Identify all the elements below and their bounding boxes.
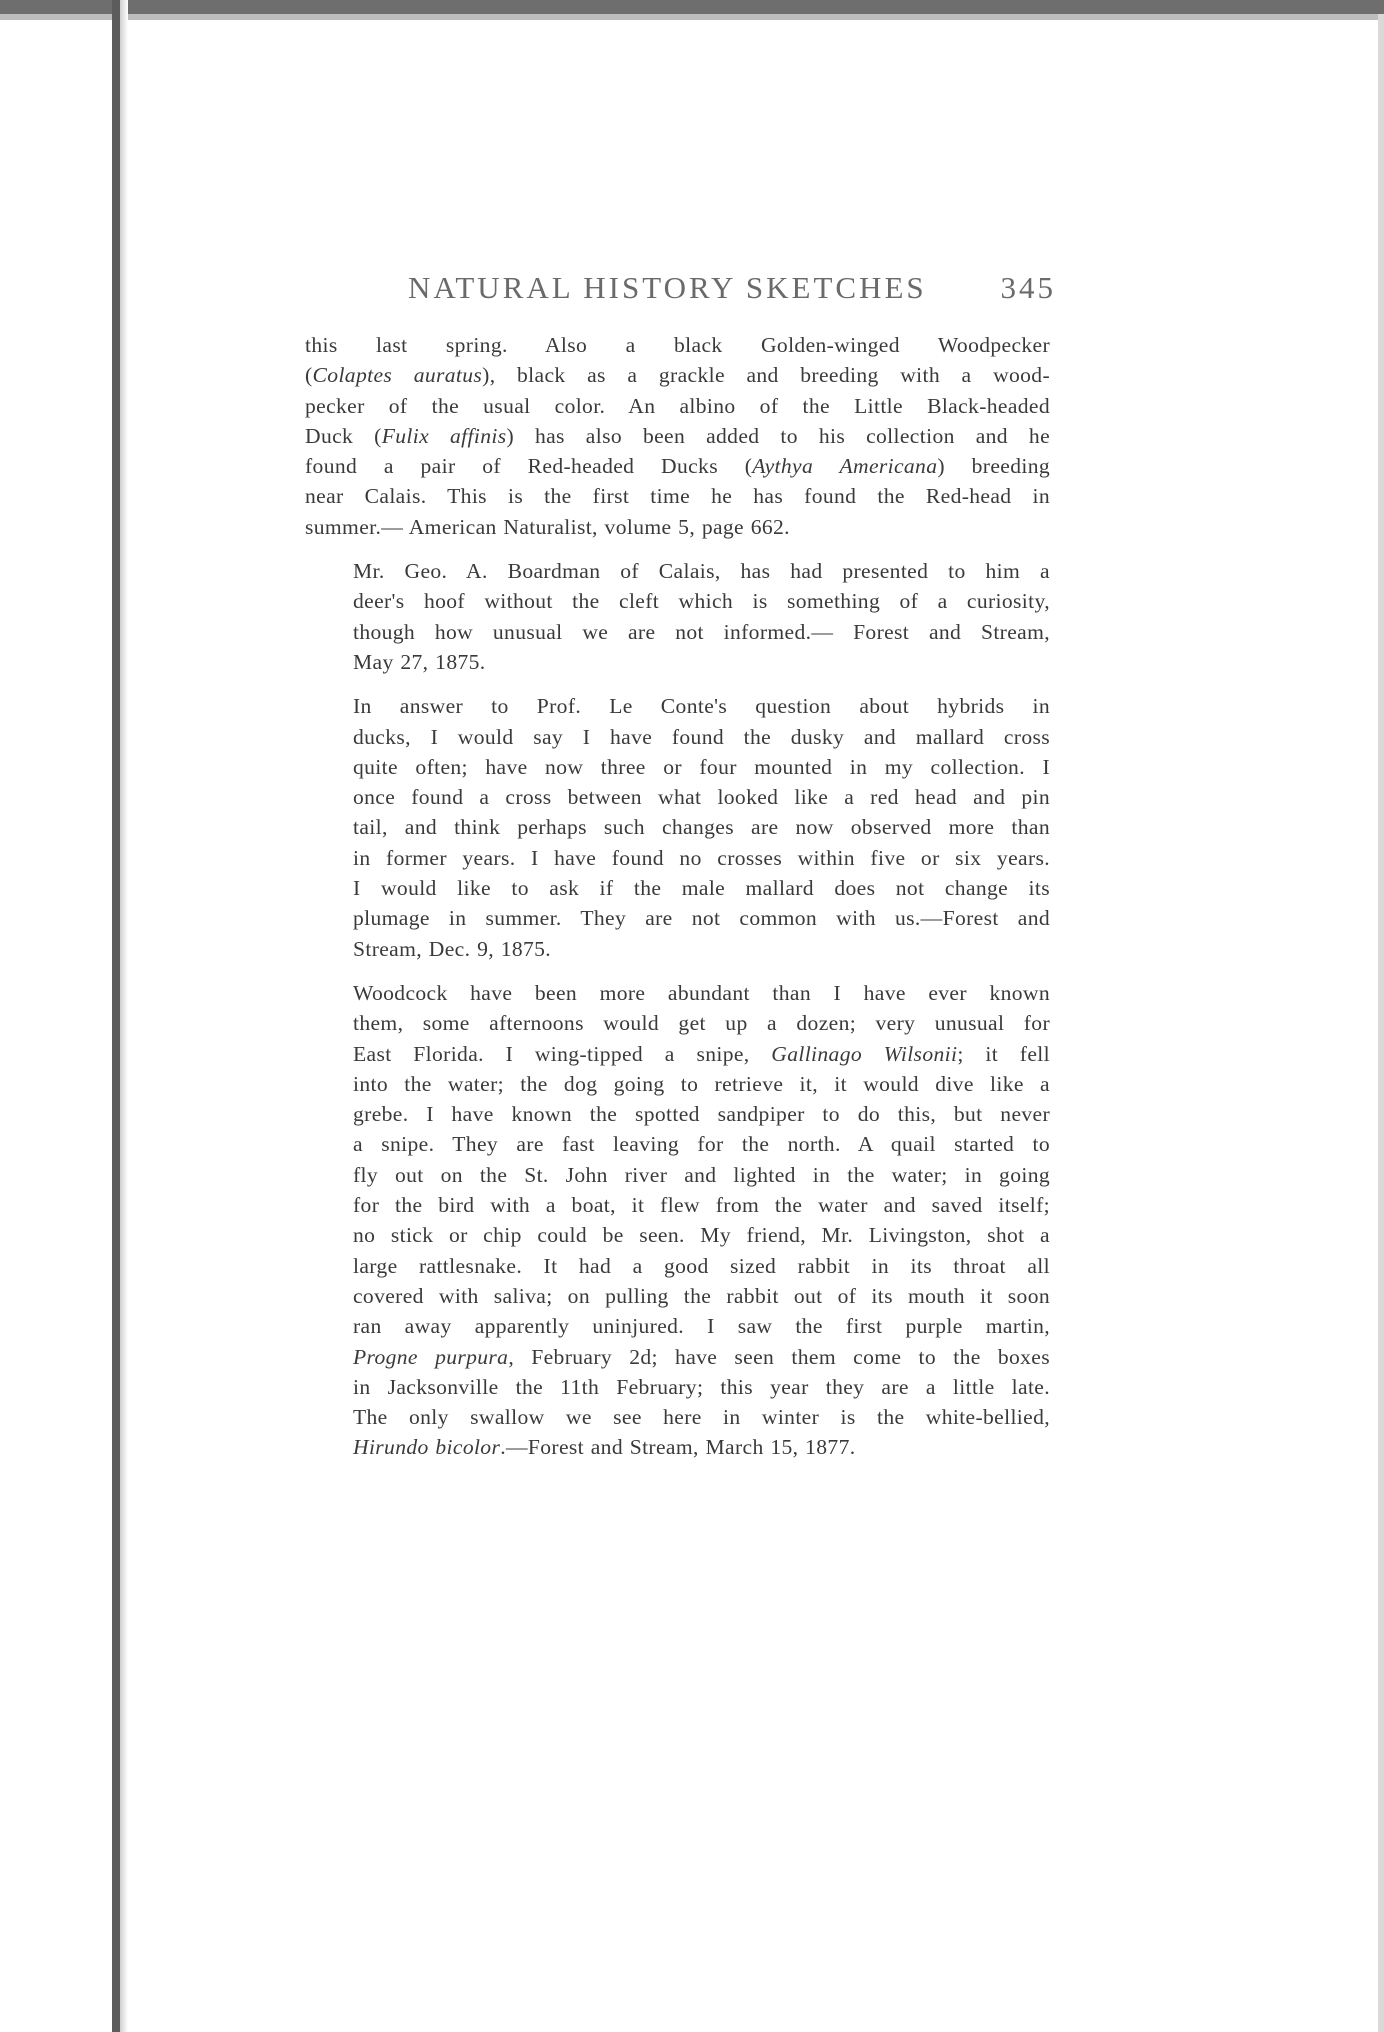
text-line: in former years. I have found no crosses within five or six years. xyxy=(353,845,1050,870)
text-line: deer's hoof without the cleft which is something of a curiosity, xyxy=(353,589,1050,614)
text-line: East Florida. I wing-tipped a snipe, Gallinago Wilsonii; it fell xyxy=(353,1041,1050,1066)
text-line: large rattlesnake. It had a good sized rabbit in its throat all xyxy=(353,1253,1050,1278)
paragraph xyxy=(305,556,1050,677)
text-line: grebe. I have known the spotted sandpiper to do this, but never xyxy=(353,1102,1050,1127)
text-line: no stick or chip could be seen. My friend, Mr. Livingston, shot a xyxy=(353,1223,1050,1248)
running-head xyxy=(408,270,1056,306)
text-line: this last spring. Also a black Golden-winged Woodpecker xyxy=(305,333,1050,357)
text-line: ran away apparently uninjured. I saw the first purple martin, xyxy=(353,1314,1050,1339)
page-number: 345 xyxy=(1000,270,1056,305)
text-line: Duck (Fulix affinis) has also been added to his collection and he xyxy=(305,423,1051,448)
text-line: for the bird with a boat, it flew from the water and saved itself; xyxy=(353,1193,1050,1218)
text-line: I would like to ask if the male mallard does not change its xyxy=(353,876,1050,901)
text-line: though how unusual we are not informed.— Forest and Stream, xyxy=(353,619,1050,644)
text-line: Woodcock have been more abundant than I have ever known xyxy=(353,980,1050,1005)
text-line: Stream, Dec. 9, 1875. xyxy=(353,936,552,961)
text-line: plumage in summer. They are not common with us.—Forest and xyxy=(353,906,1050,931)
scientific-name: Hirundo bicolor xyxy=(353,1435,501,1460)
paragraph xyxy=(305,691,1050,964)
running-head-title: NATURAL HISTORY SKETCHES xyxy=(408,270,927,305)
paragraph xyxy=(305,330,1050,542)
scientific-name: Progne purpura xyxy=(353,1344,509,1369)
text-line: a snipe. They are fast leaving for the north. A quail started to xyxy=(353,1132,1050,1157)
text-line: The only swallow we see here in winter is the white-bellied, xyxy=(353,1405,1050,1430)
text-line: ducks, I would say I have found the dusky and mallard cross xyxy=(353,724,1050,749)
text-line: covered with saliva; on pulling the rabbit out of its mouth it soon xyxy=(353,1283,1050,1308)
text-line: pecker of the usual color. An albino of the Little Black-headed xyxy=(305,393,1050,418)
text-line: Progne purpura, February 2d; have seen them come to the boxes xyxy=(353,1344,1050,1369)
text-line: (Colaptes auratus), black as a grackle and breeding with a wood- xyxy=(305,363,1050,388)
text-line: May 27, 1875. xyxy=(353,649,486,674)
text-line: them, some afternoons would get up a dozen; very unusual for xyxy=(353,1011,1050,1036)
text-line: once found a cross between what looked like a red head and pin xyxy=(353,785,1050,810)
text-line: Hirundo bicolor.—Forest and Stream, March 15, 1877. xyxy=(353,1435,856,1460)
text-line: found a pair of Red-headed Ducks (Aythya Americana) breeding xyxy=(305,454,1050,479)
text-line: summer.— American Naturalist, volume 5, page 662. xyxy=(305,514,790,539)
paragraph xyxy=(305,978,1050,1463)
text-line: tail, and think perhaps such changes are now observed more than xyxy=(353,815,1050,840)
scientific-name: Fulix affinis xyxy=(381,423,507,448)
scientific-name: Gallinago Wilsonii xyxy=(771,1041,958,1066)
body-text xyxy=(305,330,1050,1477)
text-line: In answer to Prof. Le Conte's question about hybrids in xyxy=(353,694,1050,719)
text-line: fly out on the St. John river and lighted in the water; in going xyxy=(353,1162,1050,1187)
text-line: into the water; the dog going to retrieve it, it would dive like a xyxy=(353,1071,1050,1096)
text-line: in Jacksonville the 11th February; this year they are a little late. xyxy=(353,1374,1050,1399)
scientific-name: Aythya Americana xyxy=(752,454,938,479)
text-line: quite often; have now three or four mounted in my collection. I xyxy=(353,754,1050,779)
text-line: Mr. Geo. A. Boardman of Calais, has had presented to him a xyxy=(353,559,1050,584)
scientific-name: Colaptes auratus xyxy=(312,363,483,388)
text-line: near Calais. This is the first time he has found the Red-head in xyxy=(305,484,1050,509)
